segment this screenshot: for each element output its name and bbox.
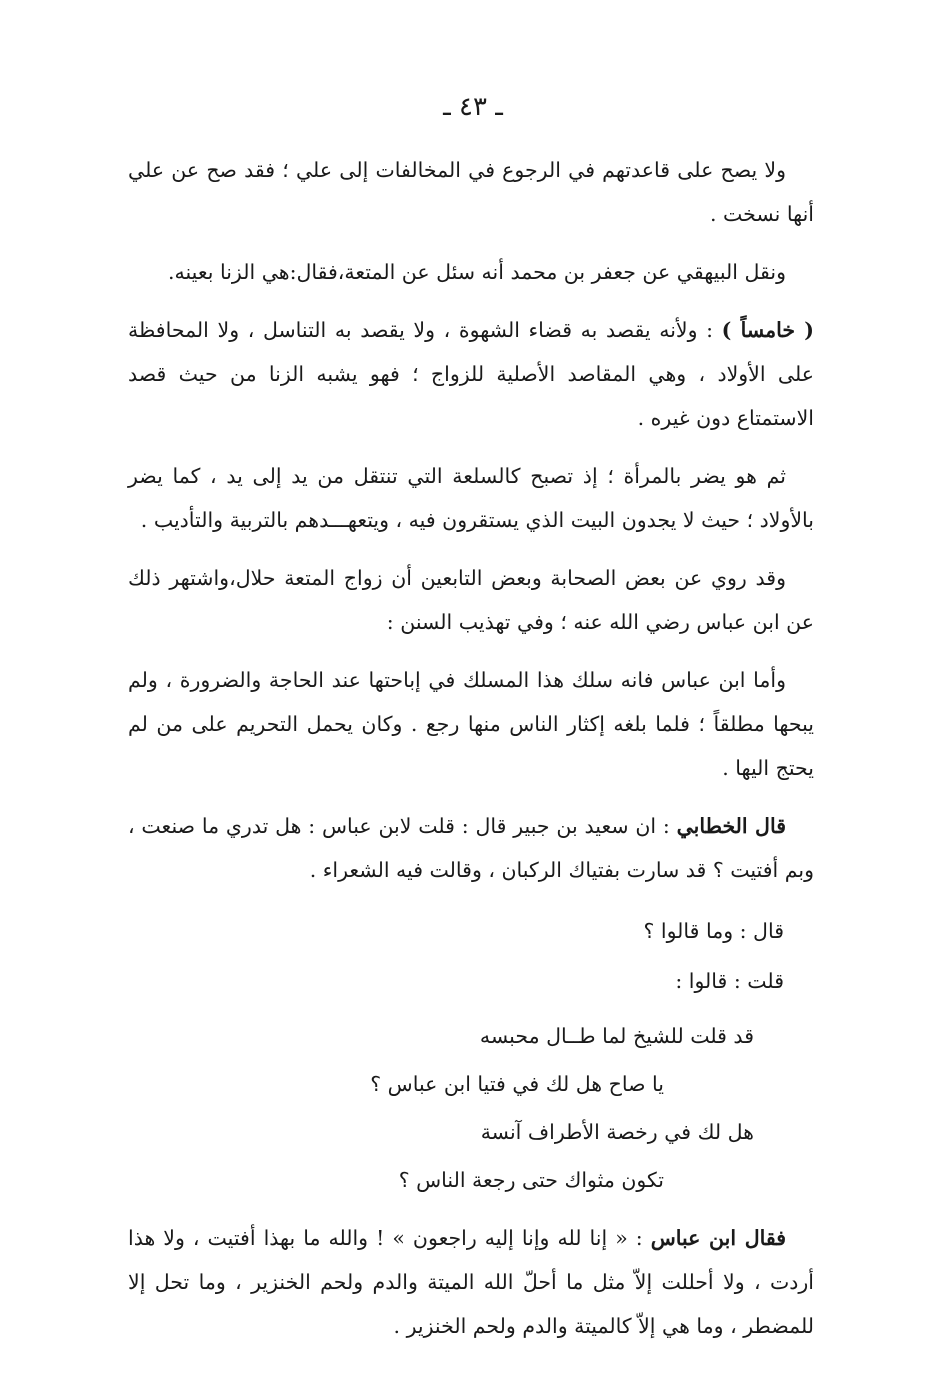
- paragraph-3: [128, 308, 814, 440]
- poem-verse-4: تكون مثواك حتى رجعة الناس ؟: [398, 1168, 664, 1192]
- paragraph-7-text: : ان سعيد بن جبير قال : قلت لابن عباس : هل تدري ما صنعت ، وبم أفتيت ؟ قد سارت بفتياك الركبان ، وقالت فيه الشعراء .: [128, 814, 814, 882]
- paragraph-1: ولا يصح على قاعدتهم في الرجوع في المخالفات إلى علي ؛ فقد صح عن علي أنها نسخت .: [128, 158, 814, 226]
- paragraph-3-text: : ولأنه يقصد به قضاء الشهوة ، ولا يقصد به التناسل ، ولا المحافظة على الأولاد ، وهي المقاصد الأصلية للزواج ؛ فهو يشبه الزنا من حيث قصد الاستمتاع دون غيره .: [128, 318, 814, 430]
- dialog-line-1: قال : وما قالوا ؟: [643, 919, 784, 943]
- paragraph-3-lead: ( خامساً ): [721, 318, 814, 342]
- paragraph-7: [128, 804, 814, 892]
- final-paragraph-lead: فقال ابن عباس: [650, 1226, 786, 1250]
- page-body: [128, 148, 814, 1362]
- dialog-line-2: قلت : قالوا :: [675, 969, 784, 993]
- poem-verse-1: قد قلت للشيخ لما طــال محبسه: [479, 1024, 754, 1048]
- final-paragraph-text: : « إنا لله وإنا إليه راجعون » ! والله ما بهذا أفتيت ، ولا هذا أردت ، ولا أحللت إلاّ مثل ما أحلّ الله الميتة والدم ولحم الخنزير ، وما تحل إلا للمضطر ، وما هي إلاّ كالميتة والدم ولحم الخنزير .: [128, 1226, 814, 1338]
- paragraph-2: ونقل البيهقي عن جعفر بن محمد أنه سئل عن المتعة،فقال:هي الزنا بعينه.: [167, 260, 786, 284]
- page-number: ـ ٤٣ ـ: [443, 92, 503, 122]
- paragraph-4: ثم هو يضر بالمرأة ؛ إذ تصبح كالسلعة التي تنتقل من يد إلى يد ، كما يضر بالأولاد ؛ حيث لا يجدون البيت الذي يستقرون فيه ، ويتعهـــدهم بالتربية والتأديب .: [128, 464, 814, 532]
- paragraph-6: وأما ابن عباس فانه سلك هذا المسلك في إباحتها عند الحاجة والضرورة ، ولم يبحها مطلقاً ؛ فلما بلغه إكثار الناس منها رجع . وكان يحمل التحريم على من لم يحتج اليها .: [128, 668, 814, 780]
- poem-verse-3: هل لك في رخصة الأطراف آنسة: [480, 1120, 754, 1144]
- poem-verse-2: يا صاح هل لك في فتيا ابن عباس ؟: [370, 1072, 664, 1096]
- final-paragraph: [128, 1216, 814, 1348]
- poem: [128, 1012, 814, 1204]
- paragraph-5: وقد روي عن بعض الصحابة وبعض التابعين أن زواج المتعة حلال،واشتهر ذلك عن ابن عباس رضي الله عنه ؛ وفي تهذيب السنن :: [128, 566, 814, 634]
- paragraph-7-lead: قال الخطابي: [676, 814, 786, 838]
